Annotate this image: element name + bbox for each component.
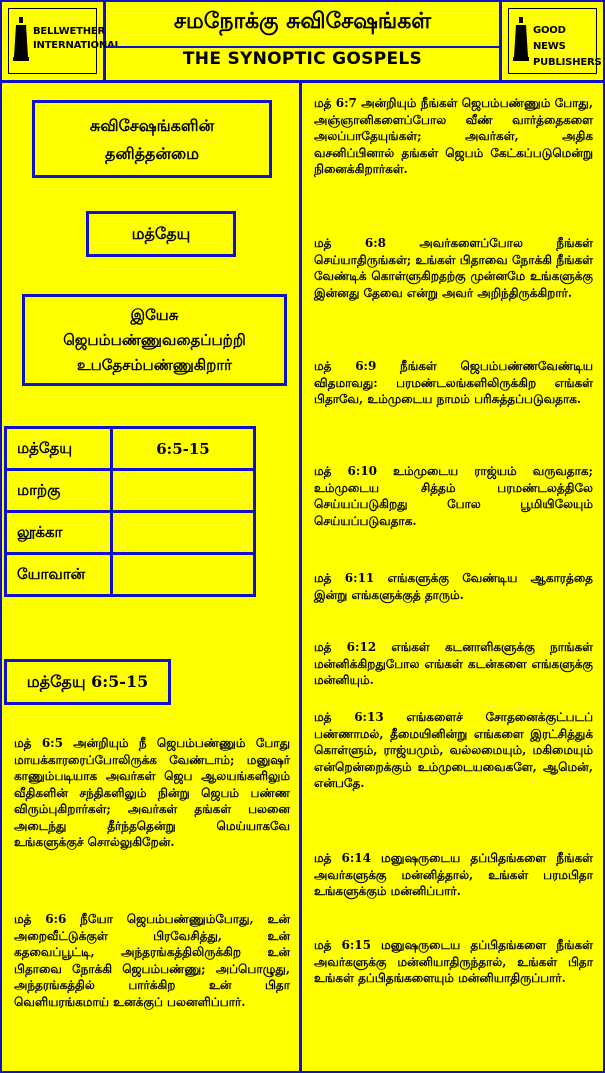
ref-cell bbox=[112, 470, 255, 512]
verse-6-5: மத் 6:5 அன்றியும் நீ ஜெபம்பண்ணும் போது மாயக்காரரைப்போலிருக்க வேண்டாம்; மனுஷர் காணும்படியாக அவர்கள் ஜெப ஆலயங்களிலும் வீதிகளின் சந்திகளிலும் நின்று ஜெபம் பண்ண விரும்புகிறார்கள்; அவர்கள் தங்கள் பலனை அடைந்து தீர்ந்ததென்று மெய்யாகவே உங்களுக்குச் சொல்லுகிறேன். bbox=[14, 736, 290, 849]
uniqueness-line1: சுவிசேஷங்களின் bbox=[89, 116, 215, 135]
gospel-name-box: மத்தேயு bbox=[86, 211, 236, 257]
table-row bbox=[6, 428, 255, 470]
uniqueness-line2: தனித்தன்மை bbox=[105, 144, 199, 163]
table-row bbox=[6, 470, 255, 512]
passage-heading: மத்தேயு 6:5-15 bbox=[4, 659, 171, 705]
bellwether-logo bbox=[2, 2, 121, 80]
logo-right-line2: PUBLISHERS bbox=[533, 57, 602, 68]
title-english: THE SYNOPTIC GOSPELS bbox=[182, 49, 423, 69]
column-divider bbox=[299, 83, 302, 1071]
table-row bbox=[6, 512, 255, 554]
good-news-logo bbox=[499, 2, 603, 80]
topic-line3: உபதேசம்பண்ணுகிறார் bbox=[76, 356, 233, 374]
logo-right-line1: GOOD NEWS bbox=[533, 25, 566, 52]
verse-6-8: மத் 6:8 அவர்களைப்போல நீங்கள் செய்யாதிருங்கள்; உங்கள் பிதாவை நோக்கி நீங்கள் வேண்டிக் கொள்ளுகிறதற்கு முன்னமே உங்களுக்கு இன்னது தேவை என்று அவர் அறிந்திருக்கிறார். bbox=[314, 236, 593, 300]
verse-6-13: மத் 6:13 எங்களைச் சோதனைக்குட்படப் பண்ணாமல், தீமையினின்று எங்களை இரட்சித்துக் கொள்ளும், ராஜ்யமும், வல்லமையும், மகிமையும் என்றென்றைக்கும் உம்முடையவைகளே, ஆமென், என்பதே. bbox=[314, 710, 593, 790]
ref-cell: 6:5-15 bbox=[112, 428, 255, 470]
verse-6-11: மத் 6:11 எங்களுக்கு வேண்டிய ஆகாரத்தை இன்று எங்களுக்குத் தாரும். bbox=[314, 571, 593, 602]
book-cell: யோவான் bbox=[6, 554, 112, 596]
verse-6-14: மத் 6:14 மனுஷருடைய தப்பிதங்களை நீங்கள் அவர்களுக்கு மன்னித்தால், உங்கள் பரமபிதா உங்களுக்கும் மன்னிப்பார். bbox=[314, 851, 593, 898]
table-row bbox=[6, 554, 255, 596]
title-area bbox=[106, 2, 499, 80]
verse-6-9: மத் 6:9 நீங்கள் ஜெபம்பண்ணவேண்டிய விதமாவது: பரமண்டலங்களிலிருக்கிற எங்கள் பிதாவே, உம்முடைய நாமம் பரிசுத்தப்படுவதாக. bbox=[314, 359, 593, 406]
book-cell: மத்தேயு bbox=[6, 428, 112, 470]
verse-6-10: மத் 6:10 உம்முடைய ராஜ்யம் வருவதாக; உம்முடைய சித்தம் பரமண்டலத்திலே செய்யப்படுகிறது போல பூமியிலேயும் செய்யப்படுவதாக. bbox=[314, 464, 593, 528]
bell-icon bbox=[513, 17, 529, 67]
verse-6-6: மத் 6:6 நீயோ ஜெபம்பண்ணும்போது, உன் அறைவீட்டுக்குள் பிரவேசித்து, உன் கதவைப்பூட்டி, அந்தரங்கத்திலிருக்கிற உன் பிதாவை நோக்கி ஜெபம்பண்ணு; அப்பொழுது, அந்தரங்கத்தில் பார்க்கிற உன் பிதா வெளியரங்கமாய் உனக்குப் பலனளிப்பார். bbox=[14, 912, 290, 1009]
verse-6-7: மத் 6:7 அன்றியும் நீங்கள் ஜெபம்பண்ணும் போது, அஞ்ஞானிகளைப்போல வீண் வார்த்தைகளை அலப்பாதேயுங்கள்; அவர்கள், அதிக வசனிப்பினால் தங்கள் ஜெபம் கேட்கப்படுமென்று நினைக்கிறார்கள். bbox=[314, 96, 593, 176]
logo-left-line1: BELLWETHER bbox=[33, 26, 106, 37]
topic-line2: ஜெபம்பண்ணுவதைப்பற்றி bbox=[63, 331, 246, 349]
reference-table bbox=[4, 426, 256, 597]
header bbox=[2, 2, 603, 83]
ref-cell bbox=[112, 512, 255, 554]
verse-6-12: மத் 6:12 எங்கள் கடனாளிகளுக்கு நாங்கள் மன்னிக்கிறதுபோல எங்கள் கடன்களை எங்களுக்கு மன்னியும். bbox=[314, 640, 593, 687]
title-tamil: சமநோக்கு சுவிசேஷங்கள் bbox=[173, 8, 432, 34]
verse-6-15: மத் 6:15 மனுஷருடைய தப்பிதங்களை நீங்கள் அவர்களுக்கு மன்னியாதிருந்தால், உங்கள் பிதா உங்கள் தப்பிதங்களையும் மன்னியாதிருப்பார். bbox=[314, 938, 593, 985]
topic-box bbox=[22, 294, 287, 386]
ref-cell bbox=[112, 554, 255, 596]
topic-line1: இயேசு bbox=[130, 306, 179, 324]
book-cell: மாற்கு bbox=[6, 470, 112, 512]
bell-icon bbox=[13, 17, 29, 67]
logo-left-line2: INTERNATIONAL bbox=[33, 40, 121, 51]
gospel-uniqueness-box bbox=[32, 100, 272, 178]
book-cell: லூக்கா bbox=[6, 512, 112, 554]
